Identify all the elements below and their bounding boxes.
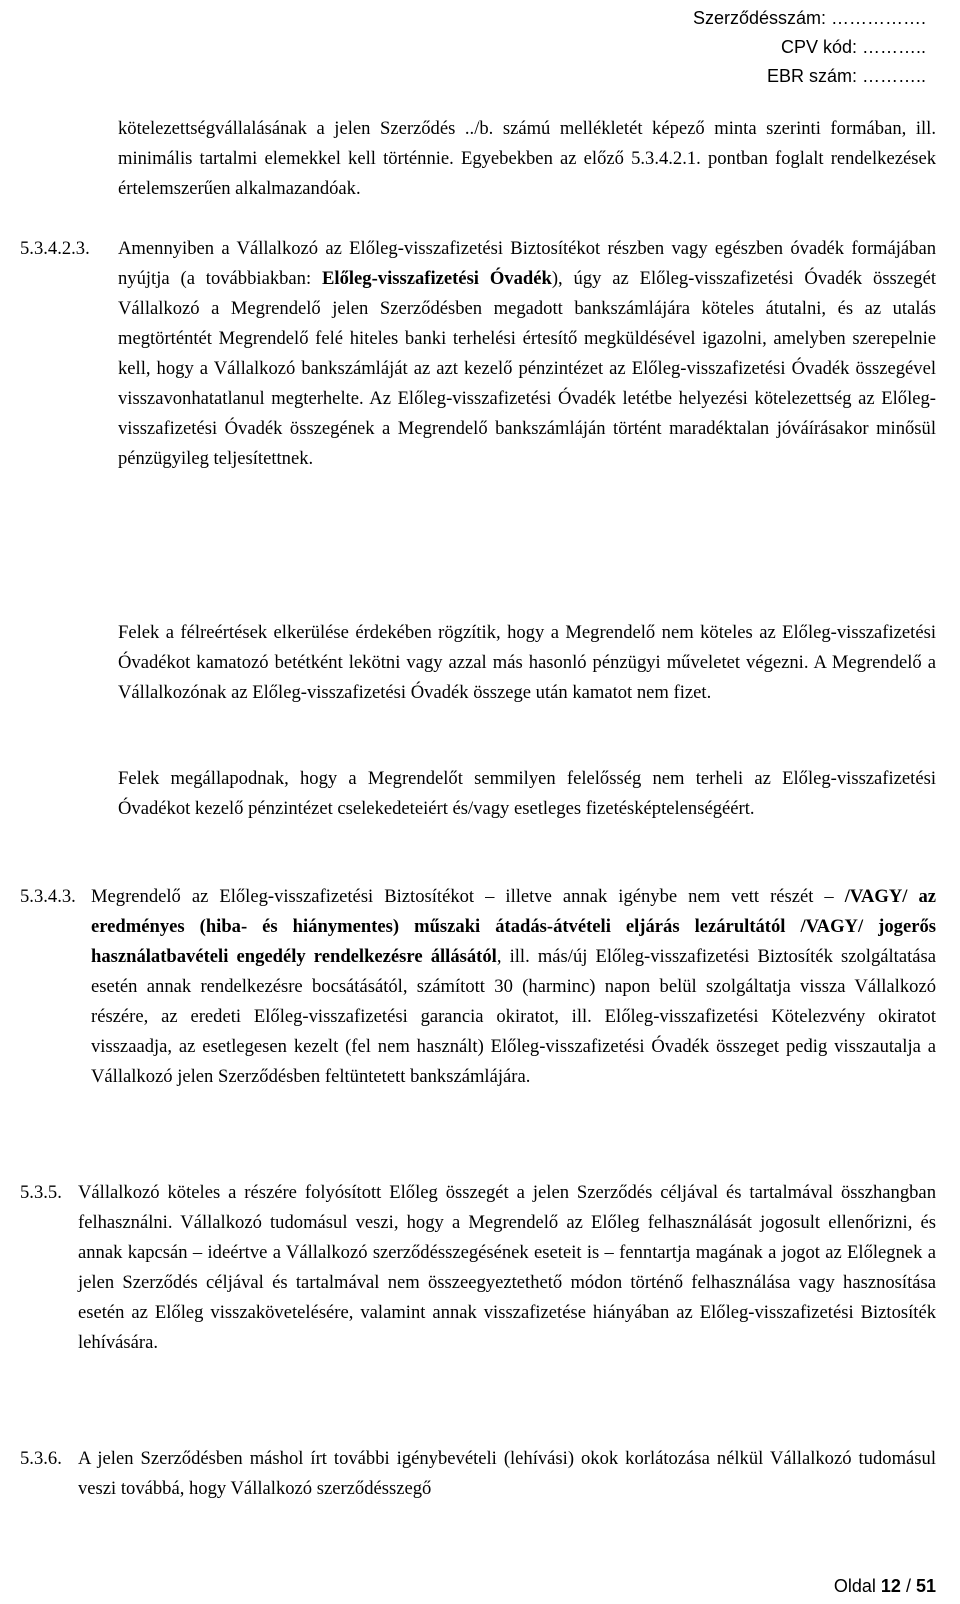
section-5-3-4-2-3-text: [118, 234, 936, 474]
ebr-number: EBR szám: ………..: [766, 66, 926, 86]
felek-paragraph-interest: Felek a félreértések elkerülése érdekében rögzítik, hogy a Megrendelő nem köteles az Előleg-visszafizetési Óvadékot kamatozó betétként lekötni vagy azzal más hasonló pénzügyi műveletet végezni. A Megrendelő a Vállalkozónak az Előleg-visszafizetési Óvadék összege után kamatot nem fizet.: [118, 622, 936, 703]
contract-number: Szerződésszám: …………….: [692, 8, 926, 28]
continuation-paragraph: kötelezettségvállalásának a jelen Szerződés ../b. számú mellékletét képező minta szerinti formában, ill. minimális tartalmi elemekkel kell történnie. Egyebekben az előző 5.3.4.2.1. pontban foglalt rendelkezések értelemszerűen alkalmazandóak.: [118, 118, 936, 199]
section-5-3-4-3-text: [91, 882, 936, 1092]
cpv-code: CPV kód: ………..: [780, 37, 926, 57]
section-number-5-3-5: 5.3.5.: [20, 1182, 62, 1203]
section-number-5-3-6: 5.3.6.: [20, 1448, 62, 1469]
section-5-3-4-3-bold: /VAGY/ az eredményes (hiba- és hiánymentes) műszaki átadás-átvételi eljárás lezárultától /VAGY/ jogerős használatbavételi engedély rendelkezésre állásától: [91, 886, 936, 967]
page-label: Oldal: [833, 1576, 881, 1596]
section-5-3-5-text: Vállalkozó köteles a részére folyósított Előleg összegét a jelen Szerződés céljával és tartalmával összhangban felhasználni. Vállalkozó tudomásul veszi, hogy a Megrendelő az Előleg felhasználását jogosult ellenőrizni, és annak kapcsán – ideértve a Vállalkozó szerződésszegésének eseteit is – fenntartja magának a jogot az Előlegnek a jelen Szerződés céljával és tartalmával nem összeegyeztethető módon történő felhasználása vagy hasznosítása esetén az Előleg visszakövetelésére, valamint annak visszafizetése hiányában az Előleg-visszafizetési Biztosíték lehívására.: [78, 1182, 936, 1353]
section-number-5-3-4-3: 5.3.4.3.: [20, 886, 76, 907]
section-number-5-3-4-2-3: 5.3.4.2.3.: [20, 238, 90, 259]
section-5-3-4-2-3-part-b: ), úgy az Előleg-visszafizetési Óvadék összegét Vállalkozó a Megrendelő jelen Szerződésben megadott bankszámlájára köteles átutalni, és az utalás megtörténtét Megrendelő felé hiteles banki terhelési értesítő megküldésével igazolni, amelyben szerepelnie kell, hogy a Vállalkozó bankszámláját az azt kezelő pénzintézet az Előleg-visszafizetési Óvadék összegével visszavonhatatlanul megterhelte. Az Előleg-visszafizetési Óvadék letétbe helyezési kötelezettség az Előleg-visszafizetési Óvadék összegének a Megrendelő bankszámláján történt maradéktalan jóváírásakor minősül pénzügyileg teljesítettnek.: [118, 268, 937, 469]
section-5-3-4-2-3-part-a: Amennyiben a Vállalkozó az Előleg-visszafizetési Biztosítékot részben vagy egészben óvadék formájában nyújtja (a továbbiakban:: [118, 238, 936, 289]
page-header: [693, 4, 926, 91]
section-5-3-4-3-part-b: , ill. más/új Előleg-visszafizetési Biztosíték szolgáltatása esetén annak rendelkezésre bocsátásától, számított 30 (harminc) napon belül szolgáltatja vissza Vállalkozó részére, az eredeti Előleg-visszafizetési garancia okiratot, ill. Előleg-visszafizetési Kötelezvény okiratot visszaadja, az esetlegesen kezelt (fel nem használt) Előleg-visszafizetési Óvadék összeget pedig visszautalja a Vállalkozó jelen Szerződésben feltüntetett bankszámlájára.: [91, 946, 936, 1087]
current-page: 12: [880, 1576, 901, 1596]
section-5-3-4-3-part-a: Megrendelő az Előleg-visszafizetési Biztosítékot – illetve annak igénybe nem vett részét –: [91, 886, 845, 907]
section-5-3-6-text: A jelen Szerződésben máshol írt további igénybevételi (lehívási) okok korlátozása nélkül Vállalkozó tudomásul veszi továbbá, hogy Vállalkozó szerződésszegő: [78, 1448, 936, 1499]
page-number-footer: [834, 1574, 936, 1598]
page-separator: /: [900, 1576, 916, 1596]
defined-term-ovadek: Előleg-visszafizetési Óvadék: [322, 268, 552, 289]
total-pages: 51: [915, 1576, 936, 1596]
felek-paragraph-liability: Felek megállapodnak, hogy a Megrendelőt semmilyen felelősség nem terheli az Előleg-visszafizetési Óvadékot kezelő pénzintézet cselekedeteiért és/vagy esetleges fizetésképtelenségéért.: [118, 768, 936, 819]
